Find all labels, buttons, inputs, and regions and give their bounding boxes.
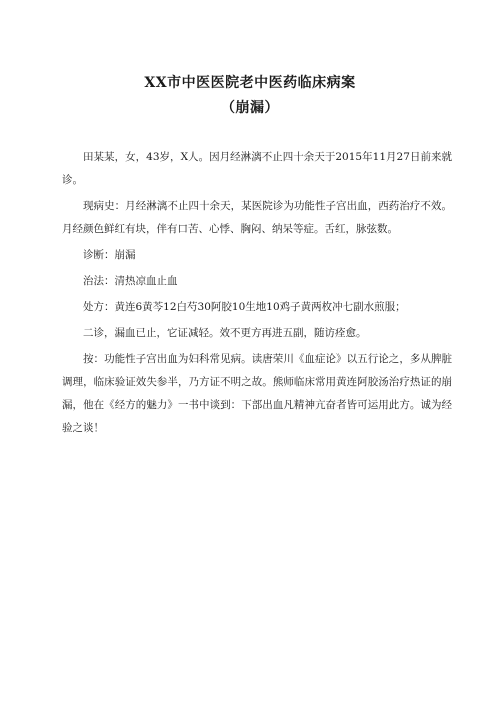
diagnosis-paragraph: 诊断：崩漏 <box>83 249 136 261</box>
prescription-paragraph: 处方：黄连6黄芩12白芍30阿胶10生地10鸡子黄两枚冲七副水煎服； <box>83 301 406 313</box>
document-subtitle: （崩漏） <box>221 100 279 116</box>
commentary-paragraph: 按：功能性子宫出血为妇科常见病。读唐荣川《血症论》以五行论之，多从脾脏调理，临床验证效失参半，乃方证不明之故。熊师临床常用黄连阿胶汤治疗热证的崩漏，他在《经方的魅力》一书中谈到：下部出血凡精神亢奋者皆可运用此方。诚为经验之谈！ <box>62 353 452 434</box>
patient-intro-paragraph: 田某某，女，43岁，X人。因月经淋漓不止四十余天于2015年11月27日前来就诊。 <box>62 151 452 186</box>
document-title: XX市中医医院老中医药临床病案 <box>144 75 356 91</box>
document-body <box>62 146 452 443</box>
treatment-method-paragraph: 治法：清热凉血止血 <box>83 275 178 287</box>
history-paragraph: 现病史：月经淋漓不止四十余天，某医院诊为功能性子宫出血，西药治疗不效。月经颜色鲜红有块，伴有口苦、心悸、胸闷、纳呆等症。舌红，脉弦数。 <box>62 200 452 235</box>
second-visit-paragraph: 二诊，漏血已止，它证减轻。效不更方再进五副，随访痊愈。 <box>83 327 367 339</box>
